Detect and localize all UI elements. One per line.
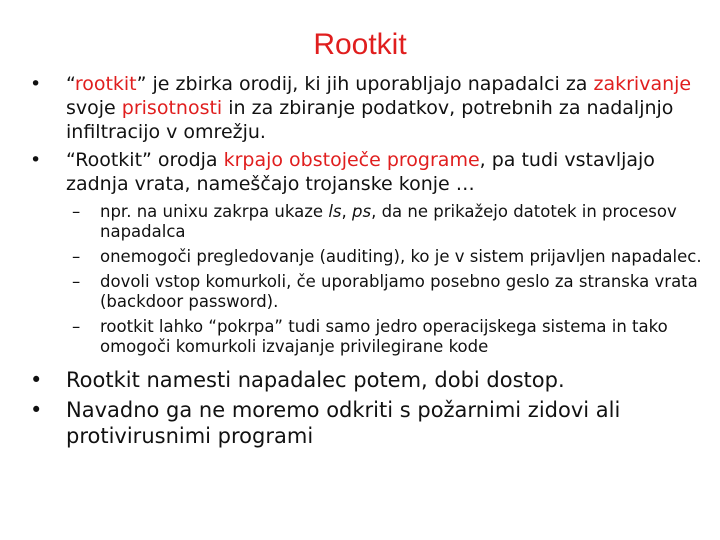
sub-item-kernel — [72, 317, 706, 357]
dash-icon: – — [72, 317, 81, 336]
slide-title: Rootkit — [313, 28, 407, 61]
sub-item-auditing — [72, 247, 706, 267]
bullet-detection — [30, 397, 706, 449]
text: onemogoči pregledovanje (auditing), ko je v sistem prijavljen napadalec. — [100, 247, 702, 266]
bullet-rootkit-definition — [30, 72, 706, 144]
text: Navadno ga ne moremo odkriti s požarnimi zidovi ali protivirusnimi programi — [66, 398, 621, 448]
text: , pa tudi vstavljajo zadnja vrata, nameščajo trojanske konje … — [66, 149, 655, 195]
text: , da ne prikažejo datotek in procesov napadalca — [100, 202, 677, 241]
text: in za zbiranje podatkov, potrebnih za nadaljnjo infiltracijo v omrežju. — [66, 97, 674, 143]
term-prisotnosti: prisotnosti — [121, 97, 223, 119]
bullet-icon: • — [30, 368, 43, 392]
dash-icon: – — [72, 247, 81, 266]
bullet-icon: • — [30, 149, 42, 171]
bullet-icon: • — [30, 73, 42, 95]
bullet-rootkit-tools — [30, 148, 706, 196]
cmd-ps: ps — [352, 202, 372, 221]
slide-content — [30, 72, 706, 453]
dash-icon: – — [72, 202, 81, 221]
term-krpajo: krpajo obstoječe programe — [223, 149, 480, 171]
text: ” je zbirka orodij, ki jih uporabljajo napadalci za — [136, 73, 594, 95]
text: “Rootkit” orodja — [66, 149, 224, 171]
term-zakrivanje: zakrivanje — [593, 73, 692, 95]
cmd-ls: ls — [328, 202, 342, 221]
text: svoje — [66, 97, 122, 119]
sub-item-unix — [72, 202, 706, 242]
sub-list — [30, 202, 706, 357]
text: rootkit lahko “pokrpa” tudi samo jedro operacijskega sistema in tako omogoči komurkoli izvajanje privilegirane kode — [100, 317, 668, 356]
text: Rootkit namesti napadalec potem, dobi dostop. — [66, 368, 565, 392]
bullet-icon: • — [30, 398, 43, 422]
sub-item-backdoor — [72, 272, 706, 312]
term-rootkit: rootkit — [74, 73, 137, 95]
text: dovoli vstop komurkoli, če uporabljamo posebno geslo za stranska vrata (backdoor password). — [100, 272, 698, 311]
dash-icon: – — [72, 272, 81, 291]
text: npr. na unixu zakrpa ukaze — [100, 202, 329, 221]
bullet-installed-after-access — [30, 367, 706, 393]
quote-open: “ — [66, 73, 75, 95]
text: , — [341, 202, 352, 221]
